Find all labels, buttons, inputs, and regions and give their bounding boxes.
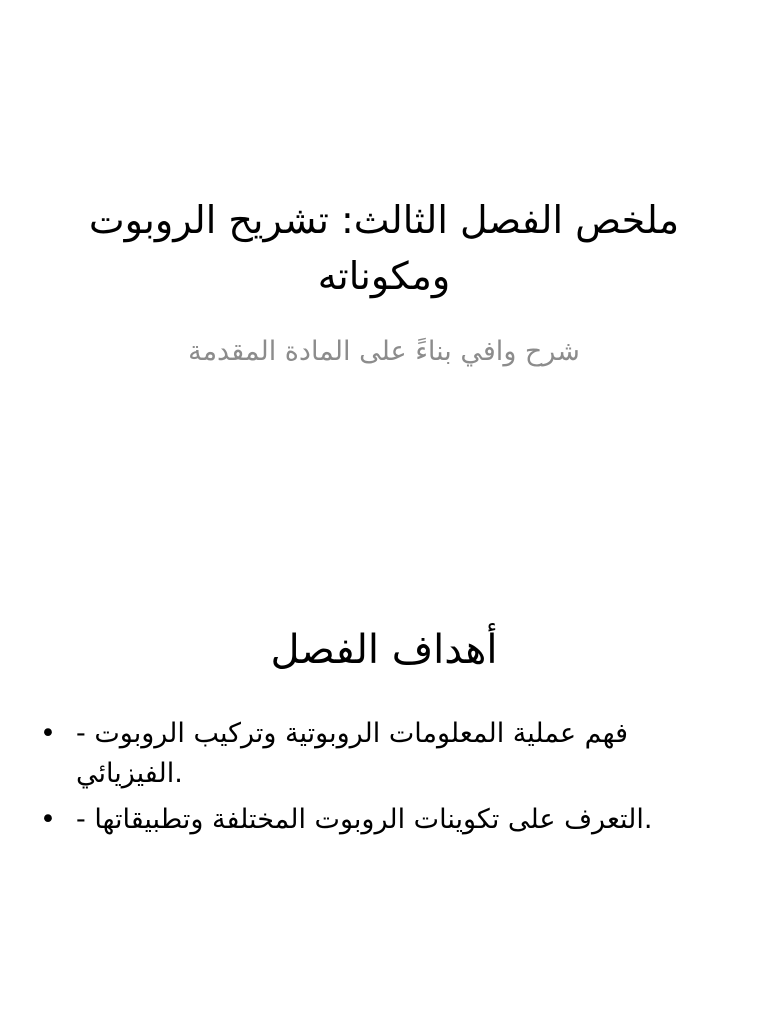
list-item [38,714,658,794]
list-item-text: - فهم عملية المعلومات الروبوتية وتركيب الروبوت الفيزيائي. [76,718,628,789]
bullet-icon: • [40,804,56,835]
bullet-icon: • [40,718,56,749]
list-item [38,800,658,840]
objectives-slide [0,512,768,1024]
list-item-text: - التعرف على تكوينات الروبوت المختلفة وتطبيقاتها. [76,804,653,835]
objectives-heading: أهداف الفصل [270,627,498,673]
objectives-list [38,714,658,846]
slide-title: ملخص الفصل الثالث: تشريح الروبوت ومكوناته [88,198,680,298]
slide-subtitle: شرح وافي بناءً على المادة المقدمة [188,336,580,367]
